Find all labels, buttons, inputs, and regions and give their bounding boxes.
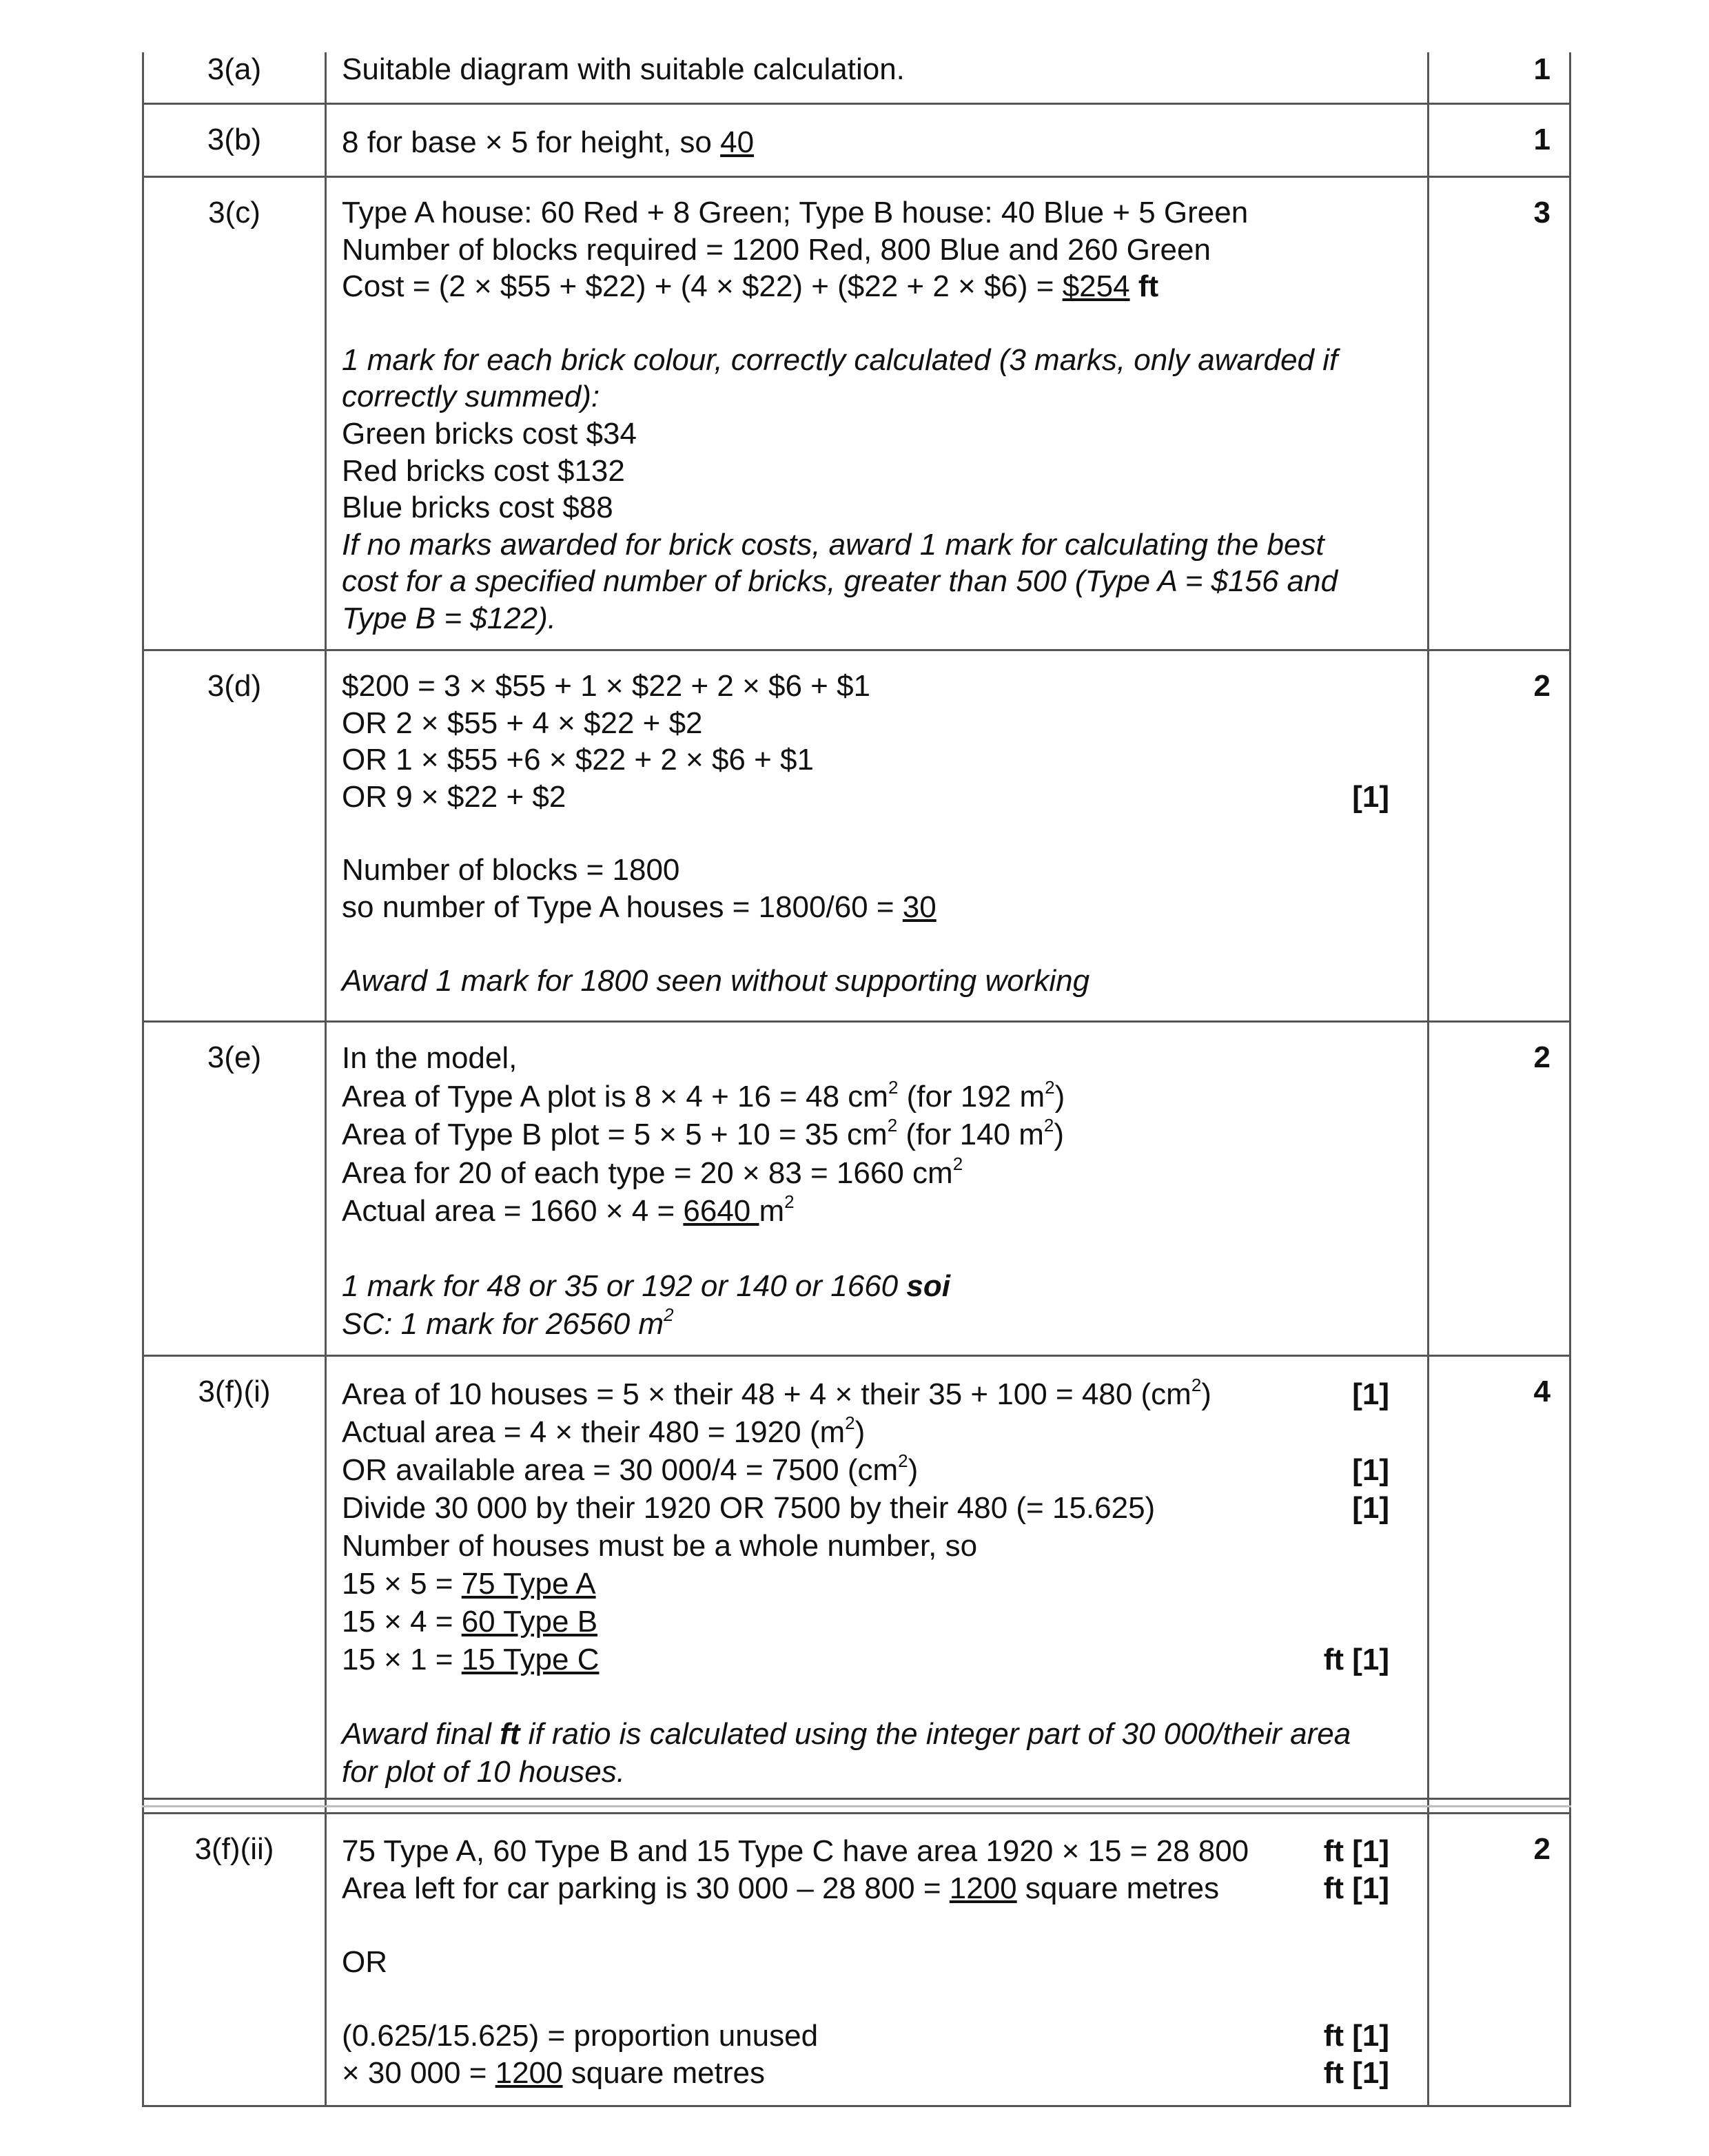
answer-line: In the model, [342, 1041, 518, 1075]
answer-line: Actual area = 1660 × 4 = 6640 $m^2$ [342, 1191, 795, 1228]
mark-tag: [1] [1352, 1377, 1389, 1411]
mark-tag: [1] [1352, 779, 1389, 814]
answer-line: (0.625/15.625) = proportion unused [342, 2019, 819, 2053]
marking-note: for plot of 10 houses. [342, 1755, 625, 1789]
answer-value: 6640 [683, 1194, 759, 1228]
marking-note: If no marks awarded for brick costs, award 1 mark for calculating the best [342, 527, 1324, 562]
row-divider [142, 1812, 1571, 1814]
answer-line: Number of blocks = 1800 [342, 853, 680, 887]
answer-line: × 30 000 = 1200 square metres [342, 2056, 766, 2090]
marks-value: 2 [1533, 669, 1551, 703]
answer-line: Number of blocks required = 1200 Red, 800 Blue and 260 Green [342, 232, 1211, 267]
marking-note: cost for a specified number of bricks, greater than 500 (Type A = $156 and [342, 564, 1338, 599]
answer-line: Blue bricks cost $88 [342, 491, 613, 525]
answer-line: OR 9 × $22 + $2 [342, 779, 566, 814]
mark-tag: ft [1] [1323, 1643, 1389, 1676]
answer-line: so number of Type A houses = 1800/60 = 30 [342, 890, 937, 924]
marking-note: Award final ft if ratio is calculated using the integer part of 30 000/their area [342, 1717, 1351, 1751]
answer-cell [342, 668, 1389, 999]
answer-line: 15 × 5 = 75 Type A [342, 1567, 596, 1601]
answer-line: 8 for base × 5 for height, so 40 [342, 125, 755, 159]
mark-tag: [1] [1352, 1453, 1389, 1487]
marking-note: correctly summed): [342, 380, 600, 414]
answer-line: Number of houses must be a whole number, so [342, 1529, 978, 1563]
marks-value: 2 [1533, 1832, 1551, 1866]
marks-value: 1 [1533, 123, 1551, 156]
row-divider [142, 103, 1571, 105]
answer-value: 40 [720, 125, 755, 159]
answer-value: 1200 [495, 2056, 563, 2090]
row-divider [142, 1798, 1571, 1800]
answer-line: Area of Type A plot is 8 × 4 + 16 = 48 $cm^2$ (for 192 $m^2$) [342, 1076, 1065, 1113]
answer-line: Divide 30 000 by their 1920 OR 7500 by their 480 (= 15.625) [342, 1491, 1156, 1525]
answer-line: Area of 10 houses = 5 × their 48 + 4 × their 35 + 100 = 480 $(cm^2)$ [342, 1375, 1211, 1411]
marks-value: 3 [1533, 196, 1551, 229]
question-number: 3(f)(i) [198, 1375, 271, 1408]
marking-note: Type B = $122). [342, 601, 557, 635]
answer-line: Actual area = 4 × their 480 = 1920 $(m^2)$ [342, 1413, 866, 1449]
mark-tag: [1] [1352, 1491, 1389, 1525]
row-divider [142, 1355, 1571, 1357]
row-divider [142, 649, 1571, 651]
answer-cell [342, 1833, 1389, 2092]
mark-tag: ft [1] [1323, 1834, 1389, 1868]
answer-line: Cost = (2 × $55 + $22) + (4 × $22) + ($22 + 2 × $6) = $254 ft [342, 269, 1159, 304]
mark-tag: ft [1] [1323, 1871, 1389, 1905]
marking-note: 1 mark for each brick colour, correctly calculated (3 marks, only awarded if [342, 342, 1338, 377]
row-divider [142, 1020, 1571, 1023]
answer-line: 15 × 1 = 15 Type C [342, 1643, 600, 1676]
answer-cell [342, 1039, 1389, 1344]
answer-value: 75 Type A [461, 1567, 596, 1601]
question-number: 3(a) [207, 52, 262, 86]
answer-value: 30 [902, 890, 937, 924]
answer-line: OR 2 × $55 + 4 × $22 + $2 [342, 706, 703, 740]
question-number: 3(f)(ii) [194, 1832, 274, 1866]
answer-cell [342, 1375, 1389, 1791]
answer-line: 15 × 4 = 60 Type B [342, 1605, 598, 1639]
answer-value: 60 Type B [461, 1605, 598, 1639]
question-number: 3(e) [207, 1040, 262, 1074]
row-divider [142, 176, 1571, 178]
marking-note: SC: 1 mark for 26560 $m^2$ [342, 1304, 674, 1341]
answer-line: Area of Type B plot = 5 × 5 + 10 = 35 $cm^2$ (for 140 $m^2$) [342, 1115, 1065, 1151]
question-number: 3(c) [208, 196, 260, 229]
answer-line: $200 = 3 × $55 + 1 × $22 + 2 × $6 + $1 [342, 669, 871, 703]
answer-cell [342, 194, 1389, 637]
answer-line: Green bricks cost $34 [342, 416, 637, 451]
mark-tag: ft [1] [1323, 2056, 1389, 2090]
answer-cell [342, 124, 1389, 161]
mark-tag: ft [1] [1323, 2019, 1389, 2053]
answer-line: Red bricks cost $132 [342, 453, 625, 488]
answer-value: $254 [1062, 269, 1130, 304]
marks-value: 4 [1533, 1375, 1551, 1408]
answer-value: 15 Type C [461, 1643, 600, 1676]
answer-value: 1200 [949, 1871, 1017, 1905]
answer-line: OR [342, 1945, 387, 1979]
question-number: 3(d) [207, 669, 262, 703]
answer-line: Suitable diagram with suitable calculation. [342, 52, 905, 86]
question-number: 3(b) [207, 123, 262, 156]
answer-cell [342, 51, 1389, 88]
answer-line: 75 Type A, 60 Type B and 15 Type C have area 1920 × 15 = 28 800 [342, 1834, 1249, 1868]
marking-note: 1 mark for 48 or 35 or 192 or 140 or 1660 soi [342, 1269, 950, 1303]
table-border-bottom [142, 2105, 1571, 2107]
answer-line: OR available area = 30 000/4 = 7500 $(cm^2)$ [342, 1450, 919, 1487]
answer-line: Area for 20 of each type = 20 × 83 = 1660 $cm^2$ [342, 1153, 963, 1190]
marking-note: Award 1 mark for 1800 seen without supporting working [342, 963, 1090, 998]
answer-line: Type A house: 60 Red + 8 Green; Type B house: 40 Blue + 5 Green [342, 196, 1249, 229]
marks-value: 1 [1533, 52, 1551, 86]
row-divider-double [142, 1805, 1571, 1807]
marks-value: 2 [1533, 1040, 1551, 1074]
answer-line: OR 1 × $55 +6 × $22 + 2 × $6 + $1 [342, 743, 814, 777]
answer-line: Area left for car parking is 30 000 – 28 800 = 1200 square metres [342, 1871, 1220, 1905]
follow-through-tag: ft [1138, 269, 1159, 304]
